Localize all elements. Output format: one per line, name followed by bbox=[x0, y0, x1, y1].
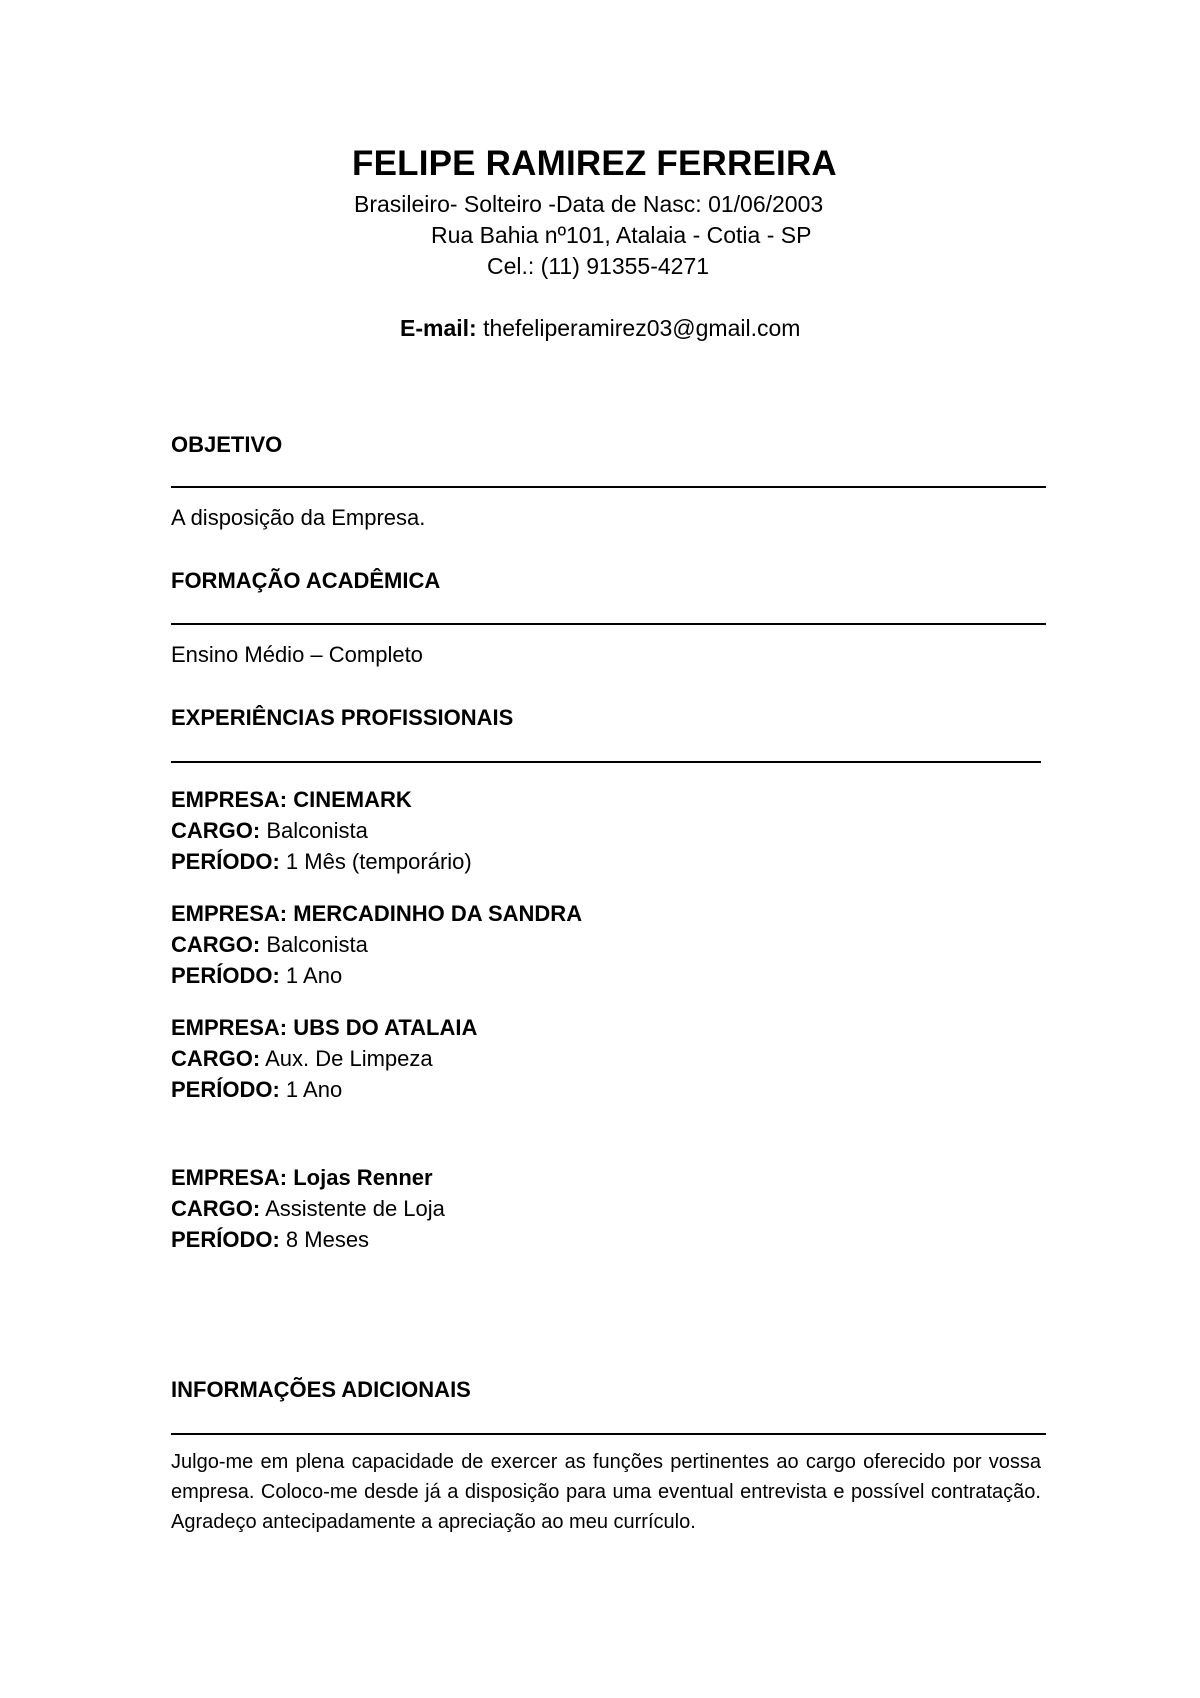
job-role bbox=[171, 1193, 445, 1224]
personal-info: Brasileiro- Solteiro -Data de Nasc: 01/06/2003 bbox=[354, 191, 824, 217]
period-label: PERÍODO: bbox=[171, 1227, 280, 1252]
objective-text: A disposição da Empresa. bbox=[171, 505, 426, 530]
company-label: EMPRESA: bbox=[171, 787, 288, 812]
period-label: PERÍODO: bbox=[171, 849, 280, 874]
period-label: PERÍODO: bbox=[171, 1077, 280, 1102]
job-company bbox=[171, 784, 472, 815]
additional-divider bbox=[171, 1433, 1046, 1435]
experience-title: EXPERIÊNCIAS PROFISSIONAIS bbox=[171, 705, 514, 730]
job-entry bbox=[171, 784, 472, 877]
period-value: 1 Mês (temporário) bbox=[279, 849, 472, 874]
education-text: Ensino Médio – Completo bbox=[171, 642, 423, 667]
role-label: CARGO: bbox=[171, 932, 261, 957]
phone: Cel.: (11) 91355-4271 bbox=[487, 253, 710, 279]
email-label: E-mail: bbox=[400, 315, 477, 341]
company-value: Lojas Renner bbox=[287, 1165, 433, 1190]
job-company bbox=[171, 1012, 477, 1043]
company-value: CINEMARK bbox=[287, 787, 412, 812]
period-value: 1 Ano bbox=[279, 963, 343, 988]
role-value: Aux. De Limpeza bbox=[260, 1046, 433, 1071]
company-label: EMPRESA: bbox=[171, 1165, 288, 1190]
company-value: MERCADINHO DA SANDRA bbox=[287, 901, 583, 926]
experience-divider bbox=[171, 761, 1041, 763]
role-value: Balconista bbox=[260, 932, 368, 957]
job-period bbox=[171, 960, 582, 991]
candidate-name: FELIPE RAMIREZ FERREIRA bbox=[352, 144, 837, 183]
job-entry bbox=[171, 1012, 477, 1105]
role-value: Balconista bbox=[260, 818, 368, 843]
objective-divider bbox=[171, 486, 1046, 488]
role-value: Assistente de Loja bbox=[260, 1196, 445, 1221]
additional-text: Julgo-me em plena capacidade de exercer as funções pertinentes ao cargo oferecido por vossa empresa. Coloco-me desde já a disposição para uma eventual entrevista e possível contratação. Agradeço antecipadamente a apreciação ao meu currículo. bbox=[171, 1451, 1041, 1533]
job-period bbox=[171, 846, 472, 877]
period-value: 8 Meses bbox=[279, 1227, 370, 1252]
education-title: FORMAÇÃO ACADÊMICA bbox=[171, 568, 441, 593]
address: Rua Bahia nº101, Atalaia - Cotia - SP bbox=[431, 222, 812, 248]
company-label: EMPRESA: bbox=[171, 1015, 288, 1040]
period-value: 1 Ano bbox=[279, 1077, 343, 1102]
additional-title: INFORMAÇÕES ADICIONAIS bbox=[171, 1377, 471, 1402]
job-entry bbox=[171, 1162, 445, 1255]
job-role bbox=[171, 815, 472, 846]
period-label: PERÍODO: bbox=[171, 963, 280, 988]
role-label: CARGO: bbox=[171, 818, 261, 843]
role-label: CARGO: bbox=[171, 1196, 261, 1221]
job-role bbox=[171, 1043, 477, 1074]
role-label: CARGO: bbox=[171, 1046, 261, 1071]
objective-title: OBJETIVO bbox=[171, 432, 283, 457]
job-period bbox=[171, 1224, 445, 1255]
company-label: EMPRESA: bbox=[171, 901, 288, 926]
job-role bbox=[171, 929, 582, 960]
job-company bbox=[171, 898, 582, 929]
email-value: thefeliperamirez03@gmail.com bbox=[476, 315, 801, 341]
education-divider bbox=[171, 623, 1046, 625]
job-company bbox=[171, 1162, 445, 1193]
job-entry bbox=[171, 898, 582, 991]
job-period bbox=[171, 1074, 477, 1105]
email-line bbox=[400, 315, 800, 342]
company-value: UBS DO ATALAIA bbox=[287, 1015, 478, 1040]
